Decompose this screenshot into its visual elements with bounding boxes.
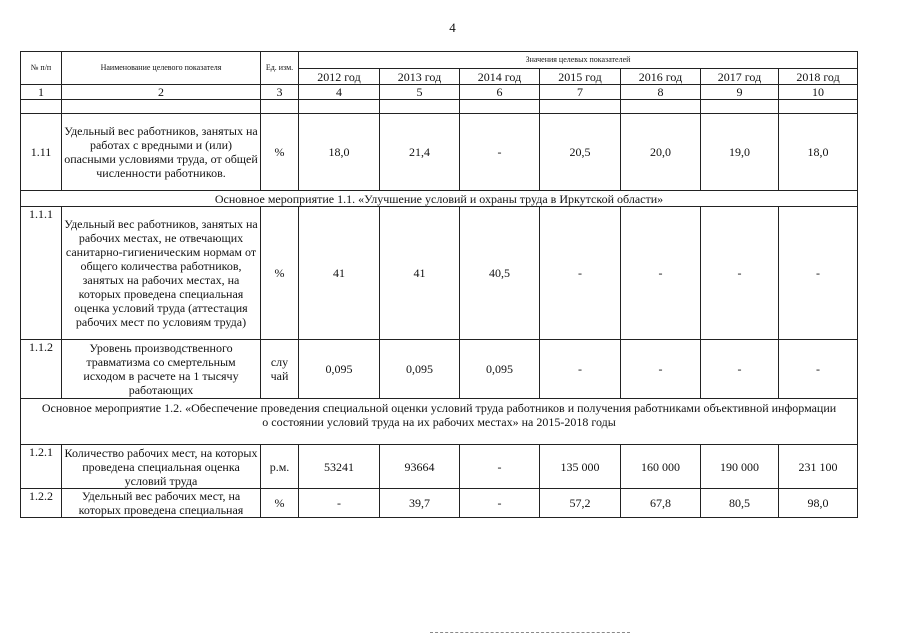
row-number: 1.1.2 <box>21 340 62 399</box>
value-cell: - <box>540 207 621 340</box>
value-cell: 80,5 <box>701 489 779 518</box>
value-cell: - <box>779 207 858 340</box>
empty-cell <box>261 100 299 114</box>
empty-cell <box>779 100 858 114</box>
empty-cell <box>540 100 621 114</box>
value-cell: 41 <box>299 207 380 340</box>
column-number: 8 <box>621 85 701 100</box>
value-cell: - <box>779 340 858 399</box>
unit-cell: слу чай <box>261 340 299 399</box>
table-row <box>21 340 858 399</box>
section-row <box>21 399 858 445</box>
row-number: 1.1.1 <box>21 207 62 340</box>
value-cell: - <box>540 340 621 399</box>
unit-cell: % <box>261 114 299 191</box>
indicator-name: Количество рабочих мест, на которых проведена специальная оценка условий труда <box>62 445 261 489</box>
column-number: 9 <box>701 85 779 100</box>
column-number: 6 <box>460 85 540 100</box>
value-cell: 67,8 <box>621 489 701 518</box>
row-number: 1.2.1 <box>21 445 62 489</box>
value-cell: 98,0 <box>779 489 858 518</box>
column-number-row <box>21 85 858 100</box>
value-cell: 20,0 <box>621 114 701 191</box>
value-cell: 0,095 <box>460 340 540 399</box>
section-title: Основное мероприятие 1.1. «Улучшение условий и охраны труда в Иркутской области» <box>21 191 858 207</box>
header-year: 2012 год <box>299 69 380 85</box>
empty-cell <box>460 100 540 114</box>
row-number: 1.2.2 <box>21 489 62 518</box>
column-number: 4 <box>299 85 380 100</box>
value-cell: 39,7 <box>380 489 460 518</box>
empty-cell <box>380 100 460 114</box>
value-cell: 190 000 <box>701 445 779 489</box>
indicator-name: Уровень производственного травматизма со смертельным исходом в расчете на 1 тысячу работающих <box>62 340 261 399</box>
indicator-name: Удельный вес работников, занятых на работах с вредными и (или) опасными условиями труда, от общей численности работников. <box>62 114 261 191</box>
column-number: 3 <box>261 85 299 100</box>
table-row <box>21 207 858 340</box>
value-cell: 18,0 <box>779 114 858 191</box>
value-cell: 231 100 <box>779 445 858 489</box>
header-name: Наименование целевого показателя <box>62 52 261 85</box>
header-year: 2017 год <box>701 69 779 85</box>
scan-artifact-line <box>430 632 630 635</box>
table-row <box>21 114 858 191</box>
value-cell: 40,5 <box>460 207 540 340</box>
value-cell: 160 000 <box>621 445 701 489</box>
indicator-name: Удельный вес рабочих мест, на которых проведена специальная <box>62 489 261 518</box>
header-year: 2013 год <box>380 69 460 85</box>
column-number: 7 <box>540 85 621 100</box>
value-cell: - <box>701 340 779 399</box>
value-cell: - <box>299 489 380 518</box>
value-cell: 41 <box>380 207 460 340</box>
empty-cell <box>621 100 701 114</box>
value-cell: 135 000 <box>540 445 621 489</box>
value-cell: 20,5 <box>540 114 621 191</box>
unit-cell: р.м. <box>261 445 299 489</box>
value-cell: 21,4 <box>380 114 460 191</box>
value-cell: - <box>460 445 540 489</box>
column-number: 2 <box>62 85 261 100</box>
header-year: 2018 год <box>779 69 858 85</box>
header-num: № п/п <box>21 52 62 85</box>
table-row <box>21 489 858 518</box>
header-year: 2016 год <box>621 69 701 85</box>
column-number: 10 <box>779 85 858 100</box>
section-row <box>21 191 858 207</box>
value-cell: - <box>460 114 540 191</box>
empty-cell <box>21 100 62 114</box>
table-row <box>21 445 858 489</box>
value-cell: 0,095 <box>380 340 460 399</box>
column-number: 5 <box>380 85 460 100</box>
spacer-row <box>21 100 858 114</box>
header-year: 2014 год <box>460 69 540 85</box>
value-cell: 57,2 <box>540 489 621 518</box>
indicators-table <box>20 51 858 518</box>
header-year: 2015 год <box>540 69 621 85</box>
unit-cell: % <box>261 489 299 518</box>
value-cell: 93664 <box>380 445 460 489</box>
value-cell: - <box>621 340 701 399</box>
empty-cell <box>62 100 261 114</box>
header-values: Значения целевых показателей <box>299 52 858 69</box>
section-title: Основное мероприятие 1.2. «Обеспечение проведения специальной оценки условий труда работников и получения работниками объективной информации о состоянии условий труда на их рабочих местах» на 2015-2018 годы <box>21 399 858 445</box>
page-number: 4 <box>449 20 456 35</box>
value-cell: - <box>621 207 701 340</box>
value-cell: 0,095 <box>299 340 380 399</box>
row-number: 1.11 <box>21 114 62 191</box>
empty-cell <box>299 100 380 114</box>
value-cell: 19,0 <box>701 114 779 191</box>
value-cell: - <box>701 207 779 340</box>
empty-cell <box>701 100 779 114</box>
value-cell: - <box>460 489 540 518</box>
indicator-name: Удельный вес работников, занятых на рабочих местах, не отвечающих санитарно-гигиеническим нормам от общего количества работников, занятых на рабочих местах, на которых проведена специальная оценка условий труда (аттестация рабочих мест по условиям труда) <box>62 207 261 340</box>
unit-cell: % <box>261 207 299 340</box>
header-row-top <box>21 52 858 69</box>
header-unit: Ед. изм. <box>261 52 299 85</box>
value-cell: 53241 <box>299 445 380 489</box>
column-number: 1 <box>21 85 62 100</box>
value-cell: 18,0 <box>299 114 380 191</box>
